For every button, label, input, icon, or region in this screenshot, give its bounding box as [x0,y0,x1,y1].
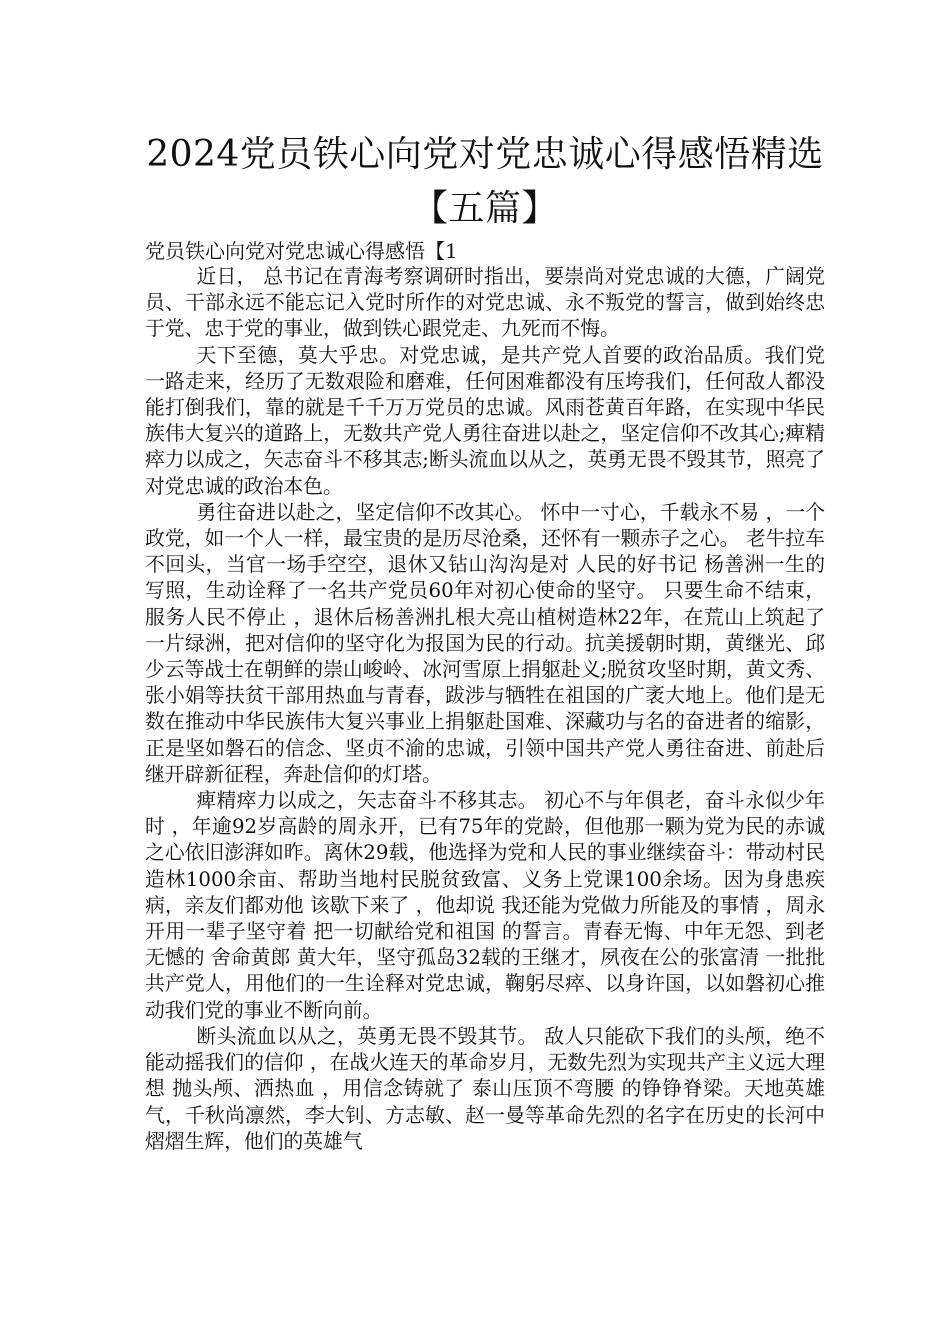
paragraph-1: 近日， 总书记在青海考察调研时指出，要崇尚对党忠诚的大德，广阔党员、干部永远不能忘记入党时所作的对党忠诚、永不叛党的誓言，做到始终忠于党、忠于党的事业，做到铁心跟党走、九死而不悔。 [145,265,825,341]
document-title [125,128,845,236]
section-heading: 党员铁心向党对党忠诚心得感悟【1 [145,239,458,263]
document-page [145,128,825,1155]
paragraph-5: 断头流血以从之，英勇无畏不毁其节。 敌人只能砍下我们的头颅，绝不能动摇我们的信仰 ，在战火连天的革命岁月，无数先烈为实现共产主义远大理想 抛头颅、洒热血 ，用信念铸就了 泰山压顶不弯腰 的铮铮脊梁。天地英雄气，千秋尚凛然，李大钊、方志敏、赵一曼等革命先烈的名字在历史的长河中熠熠生辉，他们的英雄气 [145,1024,825,1153]
paragraph-2: 天下至德，莫大乎忠。对党忠诚，是共产党人首要的政治品质。我们党一路走来，经历了无数艰险和磨难，任何困难都没有压垮我们，任何敌人都没能打倒我们，靠的就是千千万万党员的忠诚。风雨苍黄百年路，在实现中华民族伟大复兴的道路上，无数共产党人勇往奋进以赴之，坚定信仰不改其心;痺精瘁力以成之，矢志奋斗不移其志;断头流血以从之，英勇无畏不毁其节，照亮了对党忠诚的政治本色。 [145,343,825,498]
title-line-2: 【五篇】 [411,188,558,229]
paragraph-3: 勇往奋进以赴之，坚定信仰不改其心。 怀中一寸心，千载永不易 ，一个政党，如一个人一样，最宝贵的是历尽沧桑，还怀有一颗赤子之心。 老牛拉车不回头，当官一场手空空，退休又钻山沟沟是对 人民的好书记 杨善洲一生的写照，生动诠释了一名共产党员60年对初心使命的坚守。 只要生命不结束，服务人民不停止 ，退休后杨善洲扎根大亮山植树造林22年，在荒山上筑起了一片绿洲，把对信仰的坚守化为报国为民的行动。抗美援朝时期，黄继光、邱少云等战士在朝鲜的崇山峻岭、冰河雪原上捐躯赴义;脱贫攻坚时期，黄文秀、张小娟等扶贫干部用热血与青春，跋涉与牺牲在祖国的广袤大地上。他们是无数在推动中华民族伟大复兴事业上捐躯赴国难、深藏功与名的奋进者的缩影，正是坚如磐石的信念、坚贞不渝的忠诚，引领中国共产党人勇往奋进、前赴后继开辟新征程，奔赴信仰的灯塔。 [145,500,825,786]
paragraph-4: 痺精瘁力以成之，矢志奋斗不移其志。 初心不与年俱老，奋斗永似少年时 ，年逾92岁高龄的周永开，已有75年的党龄，但他那一颗为党为民的赤诚之心依旧澎湃如昨。离休29载，他选择为党和人民的事业继续奋斗：带动村民造林1000余亩、帮助当地村民脱贫致富、义务上党课100余场。因为身患疾病，亲友们都劝他 该歇下来了 ，他却说 我还能为党做力所能及的事情 ，周永开用一辈子坚守着 把一切献给党和祖国 的誓言。青春无悔、中年无怨、到老无憾的 舍命黄郎 黄大年，坚守孤岛32载的王继才，夙夜在公的张富清 一批批共产党人，用他们的一生诠释对党忠诚，鞠躬尽瘁、以身许国，以如磐初心推动我们党的事业不断向前。 [145,789,825,1022]
title-line-1: 2024党员铁心向党对党忠诚心得感悟精选 [146,134,824,175]
